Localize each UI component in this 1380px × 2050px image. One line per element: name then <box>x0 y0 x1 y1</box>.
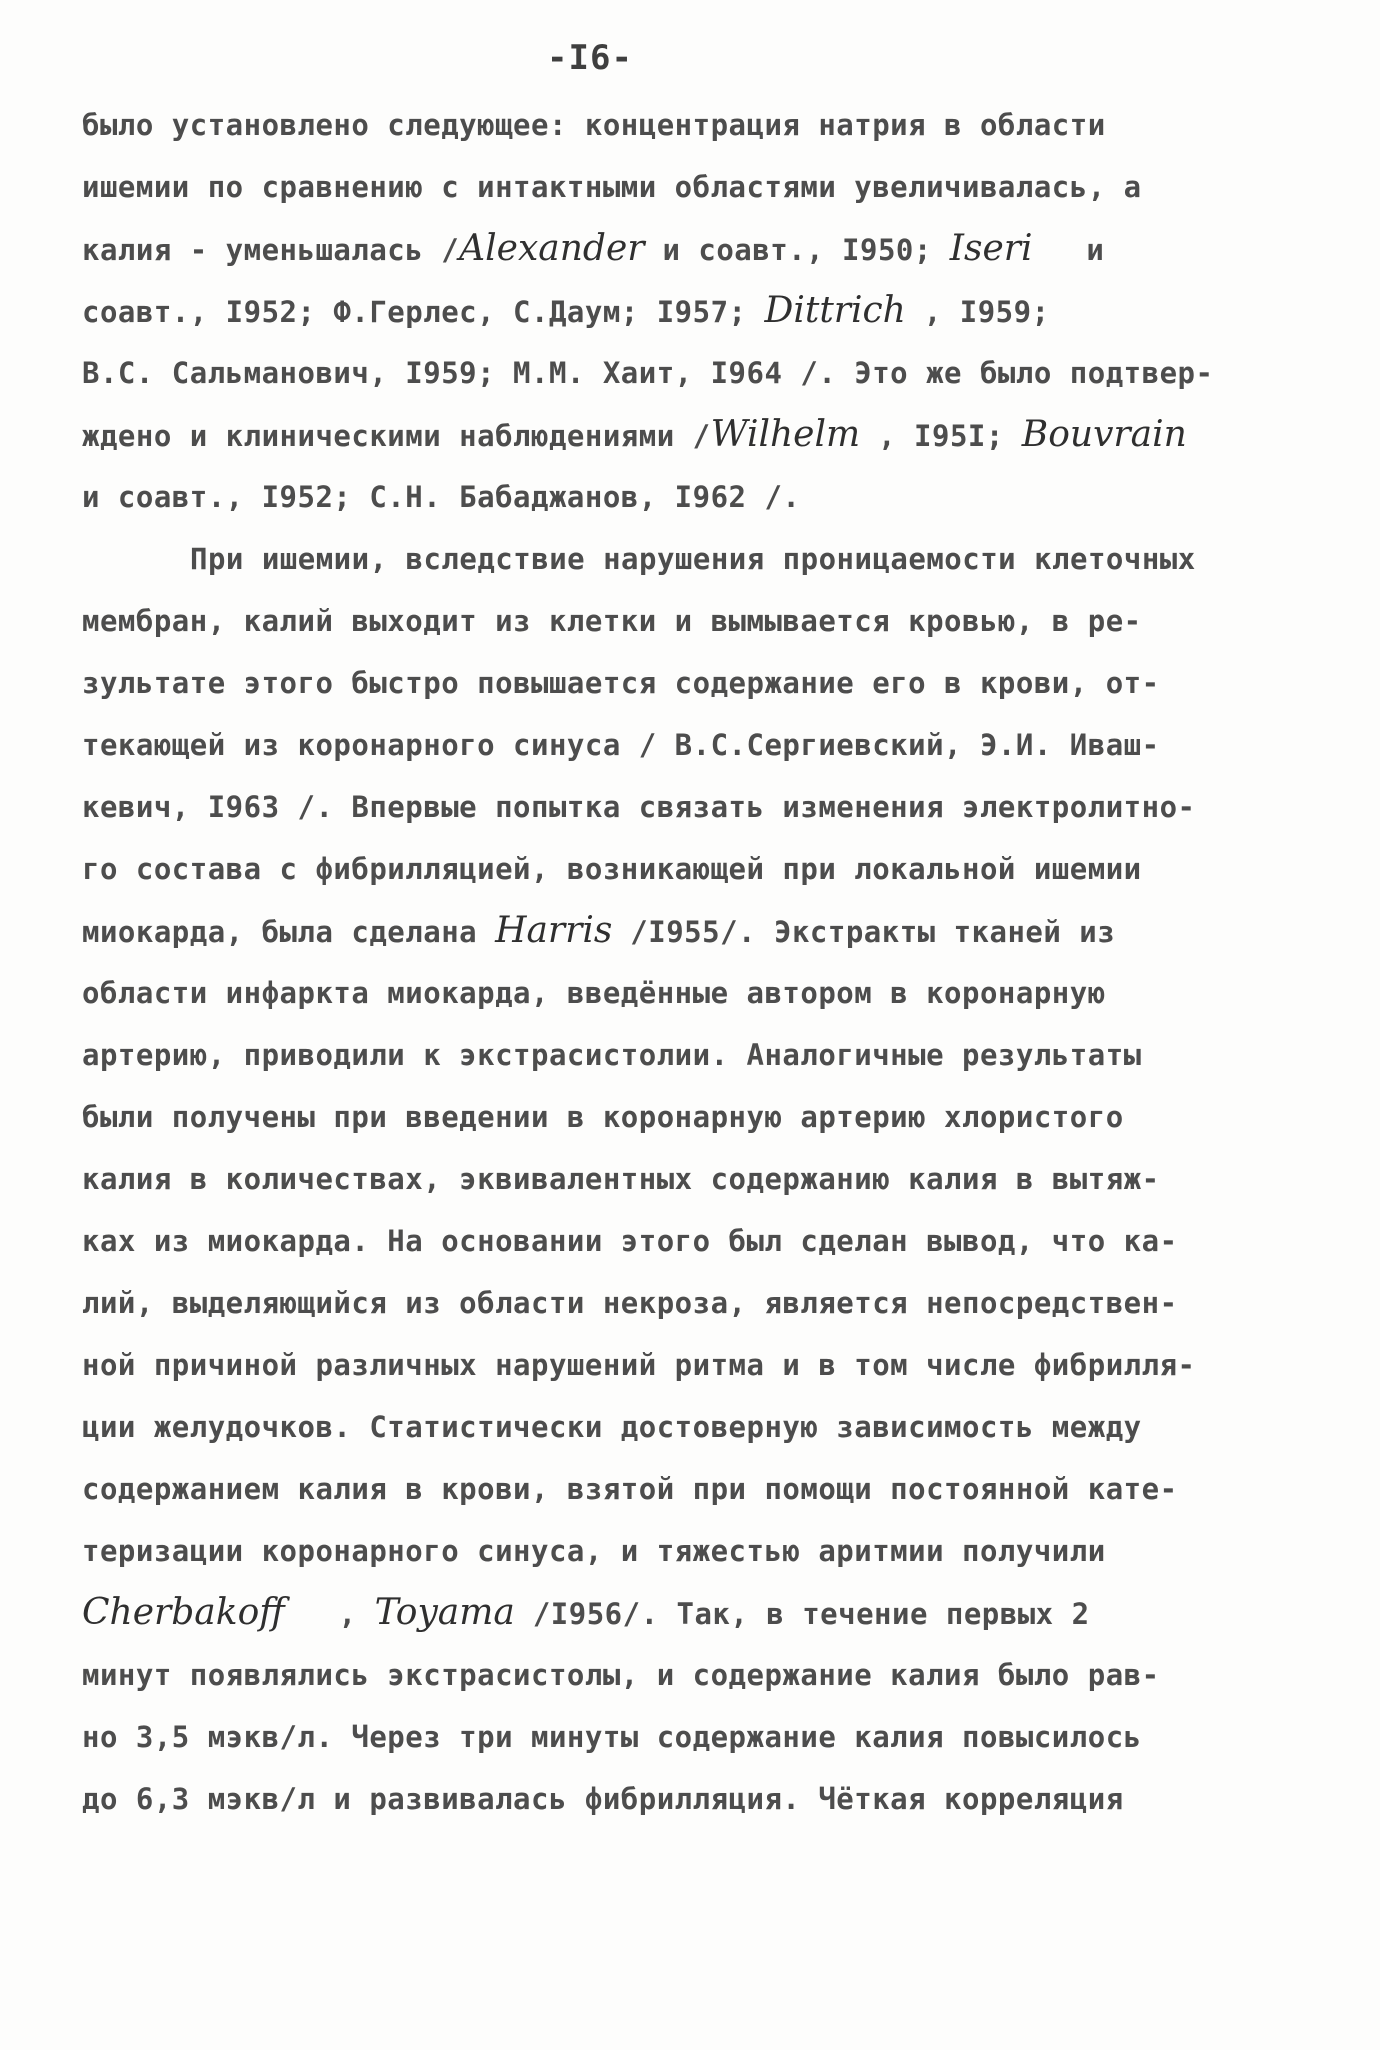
typed-text: и соавт., I950; <box>644 233 950 267</box>
text-line <box>82 776 1322 838</box>
text-line <box>82 342 1322 404</box>
text-line <box>82 466 1322 528</box>
typed-text: ции желудочков. Статистически достоверную зависимость между <box>82 1410 1142 1444</box>
typed-text: ишемии по сравнению с интактными областями увеличивалась, а <box>82 170 1142 204</box>
handwritten-author-name: Iseri <box>949 228 1033 269</box>
handwritten-author-name: Toyama <box>374 1592 515 1633</box>
text-line <box>82 156 1322 218</box>
text-line <box>82 404 1322 466</box>
text-line <box>82 94 1322 156</box>
typed-text: ках из миокарда. На основании этого был сделан вывод, что ка- <box>82 1224 1178 1258</box>
text-line <box>82 1520 1322 1582</box>
handwritten-author-name: Cherbakoff <box>82 1592 285 1633</box>
typed-text: минут появлялись экстрасистолы, и содержание калия было рав- <box>82 1658 1160 1692</box>
typed-text: , <box>284 1597 375 1631</box>
text-line <box>82 714 1322 776</box>
text-line <box>82 1210 1322 1272</box>
text-line <box>82 1458 1322 1520</box>
typed-text: калия - уменьшалась / <box>82 233 460 267</box>
text-line <box>82 218 1322 280</box>
typed-text: миокарда, была сделана <box>82 915 496 949</box>
typed-text: теризации коронарного синуса, и тяжестью аритмии получили <box>82 1534 1106 1568</box>
typed-text: артерию, приводили к экстрасистолии. Аналогичные результаты <box>82 1038 1142 1072</box>
text-line <box>82 1148 1322 1210</box>
typed-text: и соавт., I952; С.Н. Бабаджанов, I962 /. <box>82 480 801 514</box>
paragraph-first-line <box>82 528 1322 590</box>
typed-text: кевич, I963 /. Впервые попытка связать изменения электролитно- <box>82 790 1196 824</box>
typed-text: зультате этого быстро повышается содержание его в крови, от- <box>82 666 1160 700</box>
typed-text: /I956/. Так, в течение первых 2 <box>514 1597 1090 1631</box>
typed-text: лий, выделяющийся из области некроза, является непосредствен- <box>82 1286 1178 1320</box>
typed-text: , I959; <box>905 295 1050 329</box>
text-line <box>82 900 1322 962</box>
typed-text: мембран, калий выходит из клетки и вымывается кровью, в ре- <box>82 604 1142 638</box>
typed-text: до 6,3 мэкв/л и развивалась фибрилляция. Чёткая корреляция <box>82 1782 1124 1816</box>
handwritten-author-name: Dittrich <box>764 290 906 331</box>
typed-text: и <box>1032 233 1105 267</box>
text-line <box>82 652 1322 714</box>
typed-text: /I955/. Экстракты тканей из <box>612 915 1116 949</box>
typed-text: но 3,5 мэкв/л. Через три минуты содержание калия повысилось <box>82 1720 1142 1754</box>
typed-text: текающей из коронарного синуса / В.С.Сергиевский, Э.И. Ивaш- <box>82 728 1160 762</box>
text-line <box>82 1706 1322 1768</box>
text-line <box>82 1582 1322 1644</box>
handwritten-author-name: Bouvrain <box>1021 414 1187 455</box>
text-line <box>82 838 1322 900</box>
text-line <box>82 1272 1322 1334</box>
typed-text: калия в количествах, эквивалентных содержанию калия в вытяж- <box>82 1162 1160 1196</box>
text-line <box>82 1024 1322 1086</box>
text-line <box>82 962 1322 1024</box>
text-line <box>82 1396 1322 1458</box>
page-number: -I6- <box>547 38 633 78</box>
body-text <box>82 94 1322 1830</box>
text-line <box>82 1644 1322 1706</box>
typed-text: содержанием калия в крови, взятой при помощи постоянной кате- <box>82 1472 1178 1506</box>
typed-text: При ишемии, вследствие нарушения проницаемости клеточных <box>190 542 1196 576</box>
text-line <box>82 1334 1322 1396</box>
typed-text: было установлено следующее: концентрация натрия в области <box>82 108 1106 142</box>
text-line <box>82 280 1322 342</box>
handwritten-author-name: Alexander <box>459 228 645 269</box>
typed-text: области инфаркта миокарда, введённые автором в коронарную <box>82 976 1106 1010</box>
typed-text: были получены при введении в коронарную артерию хлористого <box>82 1100 1124 1134</box>
typed-text: , I95I; <box>860 419 1022 453</box>
text-line <box>82 590 1322 652</box>
typed-text: соавт., I952; Ф.Герлес, С.Даум; I957; <box>82 295 765 329</box>
typed-text: ной причиной различных нарушений ритма и в том числе фибрилля- <box>82 1348 1196 1382</box>
text-line <box>82 1768 1322 1830</box>
handwritten-author-name: Harris <box>495 910 613 951</box>
typed-text: го состава с фибрилляцией, возникающей при локальной ишемии <box>82 852 1142 886</box>
text-line <box>82 1086 1322 1148</box>
typed-text: ждено и клиническими наблюдениями / <box>82 419 711 453</box>
typed-text: В.С. Сальманович, I959; М.М. Хаит, I964 /. Это же было подтвер- <box>82 356 1214 390</box>
handwritten-author-name: Wilhelm <box>710 414 861 455</box>
